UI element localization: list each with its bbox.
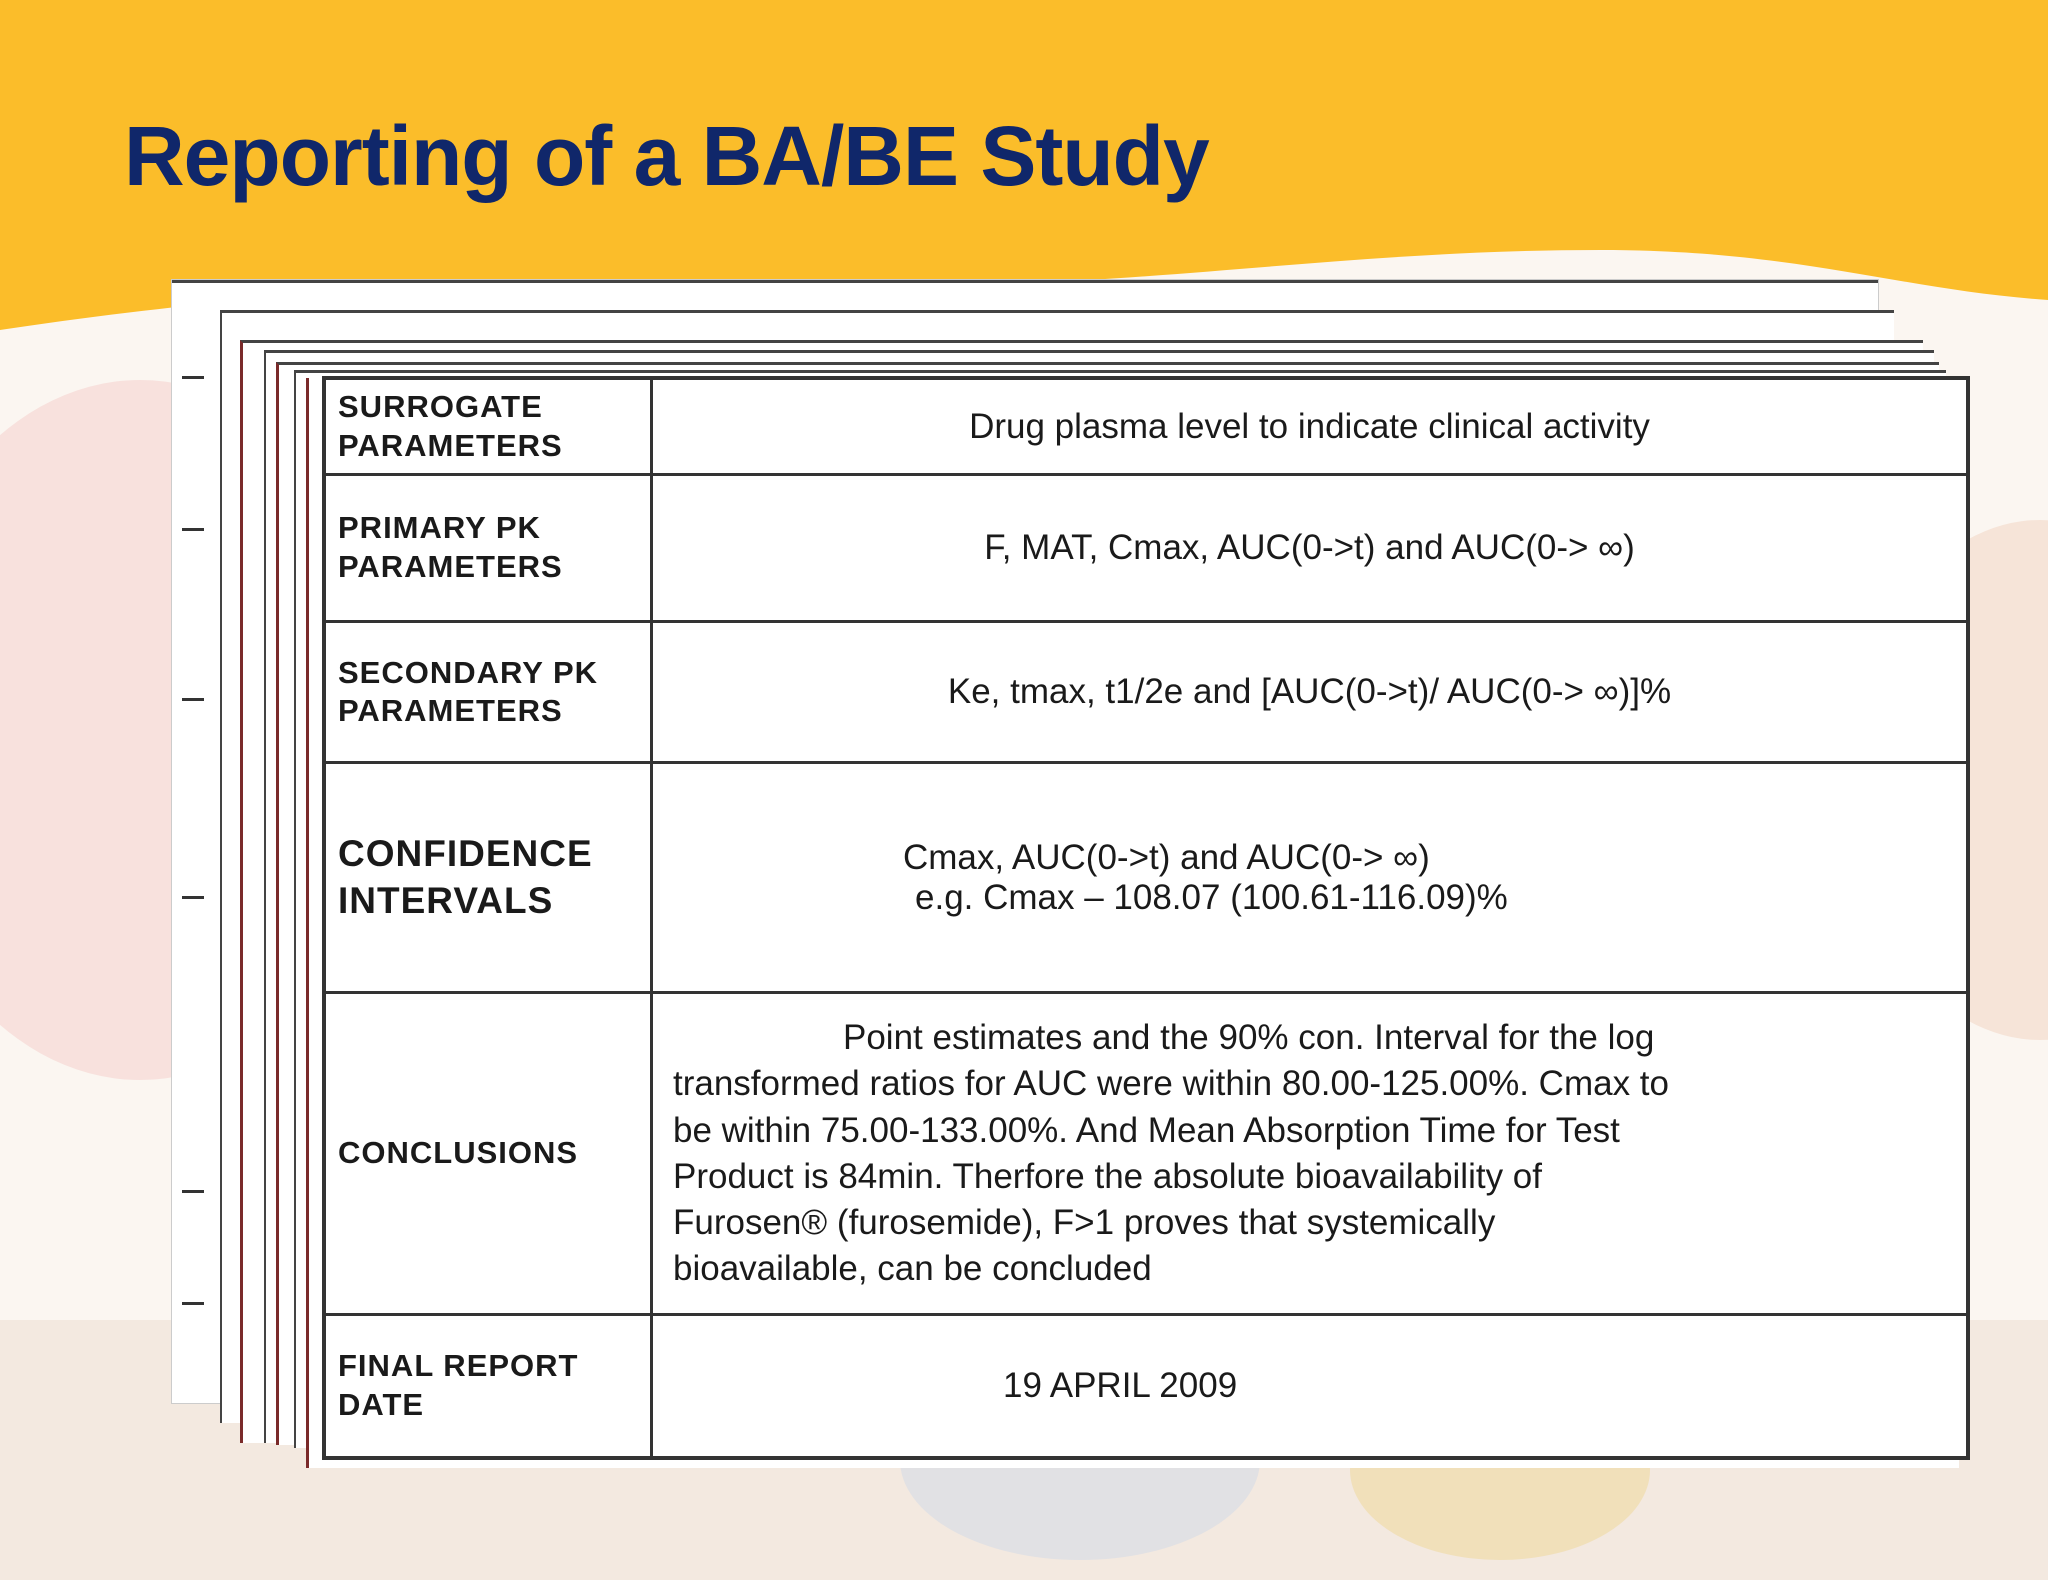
table-row-primary-pk bbox=[324, 475, 1968, 622]
value-line: F, MAT, Cmax, AUC(0->t) and AUC(0-> ∞) bbox=[984, 528, 1635, 568]
value-line: Product is 84min. Therfore the absolute bioavailability of bbox=[673, 1156, 1543, 1196]
row-value bbox=[652, 622, 1969, 763]
layer-tick bbox=[182, 896, 204, 899]
row-label: CONCLUSIONS bbox=[324, 993, 652, 1315]
row-value bbox=[652, 378, 1969, 475]
value-line: Drug plasma level to indicate clinical activity bbox=[969, 406, 1650, 446]
layer-tick bbox=[182, 528, 204, 531]
table-row-surrogate bbox=[324, 378, 1968, 475]
value-line: 19 APRIL 2009 bbox=[1003, 1366, 1238, 1406]
row-label: SURROGATE PARAMETERS bbox=[324, 378, 652, 475]
value-line: Point estimates and the 90% con. Interval for the log bbox=[843, 1018, 1655, 1058]
row-value bbox=[652, 1315, 1969, 1458]
value-line: be within 75.00-133.00%. And Mean Absorption Time for Test bbox=[673, 1110, 1620, 1150]
row-value bbox=[652, 763, 1969, 993]
value-line: Furosen® (furosemide), F>1 proves that systemically bbox=[673, 1202, 1496, 1242]
row-label: CONFIDENCE INTERVALS bbox=[324, 763, 652, 993]
value-line: Ke, tmax, t1/2e and [AUC(0->t)/ AUC(0-> ∞)]% bbox=[947, 672, 1672, 712]
row-value bbox=[652, 993, 1969, 1315]
row-label: FINAL REPORT DATE bbox=[324, 1315, 652, 1458]
table-row-confidence-intervals bbox=[324, 763, 1968, 993]
ba-be-report-table bbox=[322, 376, 1970, 1460]
layer-tick bbox=[182, 698, 204, 701]
table-row-conclusions bbox=[324, 993, 1968, 1315]
table-row-final-report-date bbox=[324, 1315, 1968, 1458]
row-label: SECONDARY PK PARAMETERS bbox=[324, 622, 652, 763]
row-value bbox=[652, 475, 1969, 622]
row-label: PRIMARY PK PARAMETERS bbox=[324, 475, 652, 622]
value-line: e.g. Cmax – 108.07 (100.61-116.09)% bbox=[915, 877, 1508, 917]
layer-tick bbox=[182, 1302, 204, 1305]
layer-tick bbox=[182, 376, 204, 379]
table-row-secondary-pk bbox=[324, 622, 1968, 763]
slide-title: Reporting of a BA/BE Study bbox=[124, 109, 1209, 203]
value-line: bioavailable, can be concluded bbox=[673, 1249, 1152, 1289]
value-line: transformed ratios for AUC were within 80.00-125.00%. Cmax to bbox=[673, 1064, 1669, 1104]
value-line: Cmax, AUC(0->t) and AUC(0-> ∞) bbox=[903, 837, 1430, 877]
layer-tick bbox=[182, 1190, 204, 1193]
